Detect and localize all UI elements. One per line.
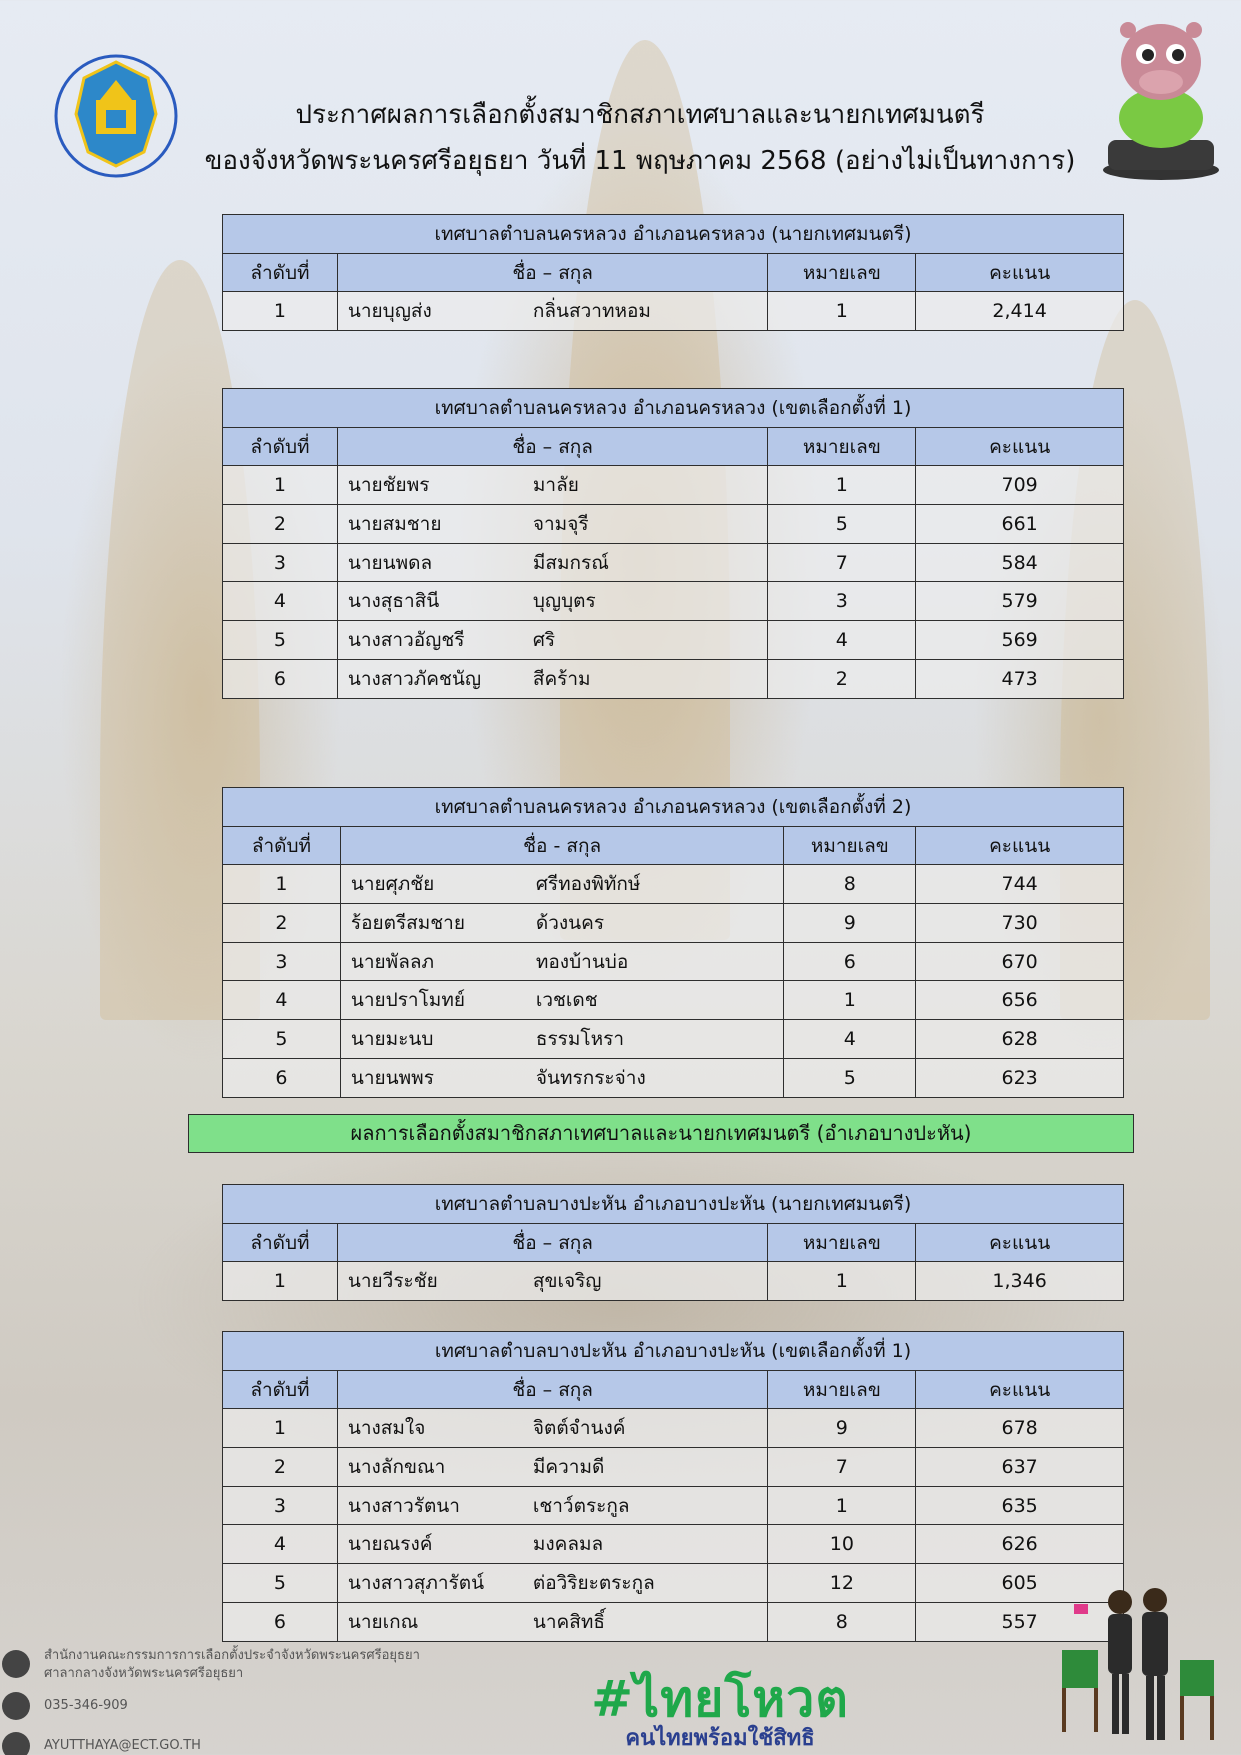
cell-rank: 1 [223, 292, 338, 331]
results-table-nakhonluang-district1 [222, 388, 1124, 699]
hippo-mascot-icon [1096, 10, 1226, 182]
table-title: เทศบาลตำบลบางปะหัน อำเภอบางปะหัน (เขตเลือกตั้งที่ 1) [223, 1332, 1124, 1371]
cell-name [340, 981, 783, 1020]
first-name: นายวีระชัย [347, 1270, 438, 1293]
cell-number: 7 [768, 1448, 916, 1487]
cell-rank: 5 [223, 621, 338, 660]
table-row [223, 659, 1124, 698]
header-title-line2: ของจังหวัดพระนครศรีอยุธยา วันที่ 11 พฤษภาคม 2568 (อย่างไม่เป็นทางการ) [204, 146, 1076, 176]
column-header-rank: ลำดับที่ [223, 1370, 338, 1409]
table-row [223, 505, 1124, 544]
cell-rank: 4 [223, 1525, 338, 1564]
cell-votes: 605 [916, 1564, 1124, 1603]
table-row [223, 466, 1124, 505]
cell-number: 1 [768, 292, 916, 331]
cell-number: 9 [784, 904, 916, 943]
column-header-votes: คะแนน [916, 427, 1124, 466]
first-name: นายพัลลภ [350, 950, 434, 973]
first-name: นายศุภชัย [350, 873, 435, 896]
first-name: นางสมใจ [347, 1417, 426, 1440]
first-name: นางสาวรัตนา [347, 1494, 460, 1517]
table-row [223, 1058, 1124, 1097]
last-name: เชาว์ตระกูล [532, 1494, 630, 1517]
cell-name [340, 1020, 783, 1059]
cell-votes: 623 [916, 1058, 1124, 1097]
last-name: มาลัย [532, 474, 579, 497]
first-name: นายบุญส่ง [347, 300, 432, 323]
first-name: นางสุธาสินี [347, 590, 440, 613]
first-name: ร้อยตรีสมชาย [350, 911, 465, 934]
first-name: นางสาวสุภารัตน์ [347, 1571, 485, 1594]
table-row [223, 582, 1124, 621]
column-header-votes: คะแนน [916, 253, 1124, 292]
column-header-rank: ลำดับที่ [223, 427, 338, 466]
column-header-name: ชื่อ – สกุล [337, 1370, 768, 1409]
cell-name [337, 582, 768, 621]
table-row [223, 1262, 1124, 1301]
results-table-nakhonluang-district2 [222, 787, 1124, 1098]
table-row [223, 543, 1124, 582]
cell-rank: 3 [223, 543, 338, 582]
last-name: มีสมกรณ์ [532, 551, 609, 574]
home-icon [2, 1650, 30, 1678]
cell-rank: 6 [223, 1602, 338, 1641]
cell-votes: 626 [916, 1525, 1124, 1564]
cell-number: 4 [784, 1020, 916, 1059]
last-name: นาคสิทธิ์ [532, 1610, 605, 1633]
cell-votes: 656 [916, 981, 1124, 1020]
column-header-number: หมายเลข [768, 427, 916, 466]
cell-rank: 5 [223, 1564, 338, 1603]
first-name: นายเกณ [347, 1610, 419, 1633]
first-name: นายนพพร [350, 1066, 434, 1089]
first-name: นางลักขณา [347, 1455, 446, 1478]
column-header-number: หมายเลข [768, 1223, 916, 1262]
cell-number: 1 [768, 1262, 916, 1301]
first-name: นายปราโมทย์ [350, 989, 465, 1012]
cell-name [337, 543, 768, 582]
table-row [223, 621, 1124, 660]
column-header-number: หมายเลข [784, 826, 916, 865]
page-header [180, 92, 1100, 184]
cell-votes: 709 [916, 466, 1124, 505]
first-name: นายนพดล [347, 551, 433, 574]
cell-rank: 2 [223, 904, 341, 943]
column-header-name: ชื่อ – สกุล [337, 253, 768, 292]
table-row [223, 1409, 1124, 1448]
cell-rank: 6 [223, 1058, 341, 1097]
table-row [223, 981, 1124, 1020]
cell-rank: 5 [223, 1020, 341, 1059]
cell-name [340, 942, 783, 981]
cell-name [337, 1448, 768, 1487]
results-table-bangpahan-district1 [222, 1331, 1124, 1642]
cell-number: 10 [768, 1525, 916, 1564]
column-header-votes: คะแนน [916, 1223, 1124, 1262]
last-name: ศรีทองพิทักษ์ [535, 873, 641, 896]
cell-votes: 584 [916, 543, 1124, 582]
cell-rank: 2 [223, 1448, 338, 1487]
cell-rank: 6 [223, 659, 338, 698]
cell-votes: 628 [916, 1020, 1124, 1059]
cell-votes: 569 [916, 621, 1124, 660]
cell-name [340, 1058, 783, 1097]
cell-rank: 3 [223, 942, 341, 981]
first-name: นายสมชาย [347, 512, 442, 535]
cell-number: 6 [784, 942, 916, 981]
cell-number: 1 [768, 1486, 916, 1525]
cell-votes: 678 [916, 1409, 1124, 1448]
column-header-rank: ลำดับที่ [223, 826, 341, 865]
last-name: เวชเดช [535, 989, 598, 1012]
cell-number: 1 [784, 981, 916, 1020]
cell-votes: 2,414 [916, 292, 1124, 331]
cell-name [340, 865, 783, 904]
cell-number: 12 [768, 1564, 916, 1603]
last-name: ธรรมโหรา [535, 1027, 625, 1050]
cell-name [337, 466, 768, 505]
column-header-rank: ลำดับที่ [223, 253, 338, 292]
thaivote-campaign-logo [540, 1672, 900, 1752]
column-header-name: ชื่อ – สกุล [337, 1223, 768, 1262]
cell-number: 4 [768, 621, 916, 660]
cell-number: 8 [768, 1602, 916, 1641]
cell-rank: 2 [223, 505, 338, 544]
last-name: ศริ [532, 628, 556, 651]
last-name: มงคลมล [532, 1533, 604, 1556]
cell-rank: 1 [223, 1262, 338, 1301]
bangpahan-section-banner: ผลการเลือกตั้งสมาชิกสภาเทศบาลและนายกเทศมนตรี (อำเภอบางปะหัน) [188, 1114, 1134, 1153]
last-name: บุญบุตร [532, 590, 596, 613]
cell-name [337, 1486, 768, 1525]
cell-name [337, 292, 768, 331]
table-row [223, 1564, 1124, 1603]
cell-name [337, 1409, 768, 1448]
table-row [223, 1486, 1124, 1525]
first-name: นางสาวภัคชนัญ [347, 667, 482, 690]
table-title: เทศบาลตำบลนครหลวง อำเภอนครหลวง (เขตเลือกตั้งที่ 1) [223, 389, 1124, 428]
last-name: จามจุรี [532, 512, 589, 535]
column-header-votes: คะแนน [916, 826, 1124, 865]
results-table-bangpahan-mayor [222, 1184, 1124, 1301]
cell-name [340, 904, 783, 943]
cell-number: 2 [768, 659, 916, 698]
cell-name [337, 505, 768, 544]
column-header-number: หมายเลข [768, 1370, 916, 1409]
cell-votes: 635 [916, 1486, 1124, 1525]
table-title: เทศบาลตำบลบางปะหัน อำเภอบางปะหัน (นายกเทศมนตรี) [223, 1185, 1124, 1224]
cell-rank: 4 [223, 582, 338, 621]
campaign-slogan: คนไทยพร้อมใช้สิทธิ [625, 1726, 815, 1751]
footer-phone: 035-346-909 [44, 1698, 128, 1713]
cell-rank: 1 [223, 1409, 338, 1448]
column-header-number: หมายเลข [768, 253, 916, 292]
first-name: นางสาวอัญชรี [347, 628, 465, 651]
mail-icon [2, 1732, 30, 1755]
table-row [223, 292, 1124, 331]
cell-rank: 3 [223, 1486, 338, 1525]
campaign-hashtag: #ไทยโหวต [591, 1670, 849, 1728]
results-table-nakhonluang-mayor [222, 214, 1124, 331]
cell-number: 1 [768, 466, 916, 505]
cell-name [337, 1602, 768, 1641]
ect-ayutthaya-logo [52, 52, 180, 180]
cell-number: 8 [784, 865, 916, 904]
footer-email: AYUTTHAYA@ECT.GO.TH [44, 1738, 201, 1753]
cell-votes: 579 [916, 582, 1124, 621]
cell-name [337, 1564, 768, 1603]
cell-votes: 730 [916, 904, 1124, 943]
table-row [223, 1602, 1124, 1641]
column-header-name: ชื่อ – สกุล [337, 427, 768, 466]
table-row [223, 865, 1124, 904]
last-name: ด้วงนคร [535, 911, 605, 934]
cell-number: 7 [768, 543, 916, 582]
cell-votes: 637 [916, 1448, 1124, 1487]
table-title: เทศบาลตำบลนครหลวง อำเภอนครหลวง (นายกเทศมนตรี) [223, 215, 1124, 254]
column-header-rank: ลำดับที่ [223, 1223, 338, 1262]
first-name: นายมะนบ [350, 1027, 434, 1050]
cell-votes: 557 [916, 1602, 1124, 1641]
table-row [223, 1525, 1124, 1564]
cell-name [337, 1262, 768, 1301]
table-row [223, 1020, 1124, 1059]
cell-name [337, 1525, 768, 1564]
cell-number: 3 [768, 582, 916, 621]
table-row [223, 904, 1124, 943]
table-row [223, 1448, 1124, 1487]
cell-rank: 4 [223, 981, 341, 1020]
last-name: จิตต์จำนงค์ [532, 1417, 626, 1440]
last-name: สุขเจริญ [532, 1270, 602, 1293]
cell-votes: 473 [916, 659, 1124, 698]
footer-office-line2: ศาลากลางจังหวัดพระนครศรีอยุธยา [44, 1666, 244, 1681]
table-title: เทศบาลตำบลนครหลวง อำเภอนครหลวง (เขตเลือกตั้งที่ 2) [223, 788, 1124, 827]
cell-rank: 1 [223, 865, 341, 904]
cell-number: 5 [768, 505, 916, 544]
cell-number: 5 [784, 1058, 916, 1097]
first-name: นายชัยพร [347, 474, 430, 497]
first-name: นายณรงค์ [347, 1533, 433, 1556]
cell-votes: 1,346 [916, 1262, 1124, 1301]
last-name: กลิ่นสวาทหอม [532, 300, 651, 323]
cell-votes: 744 [916, 865, 1124, 904]
cell-name [337, 659, 768, 698]
last-name: จันทรกระจ่าง [535, 1066, 646, 1089]
table-row [223, 942, 1124, 981]
cell-votes: 661 [916, 505, 1124, 544]
footer-office-line1: สำนักงานคณะกรรมการการเลือกตั้งประจำจังหวัดพระนครศรีอยุธยา [44, 1648, 420, 1663]
last-name: ทองบ้านบ่อ [535, 950, 629, 973]
last-name: ต่อวิริยะตระกูล [532, 1571, 655, 1594]
column-header-name: ชื่อ - สกุล [340, 826, 783, 865]
voters-illustration-icon [1050, 1582, 1235, 1752]
last-name: สีคร้าม [532, 667, 591, 690]
cell-votes: 670 [916, 942, 1124, 981]
header-title-line1: ประกาศผลการเลือกตั้งสมาชิกสภาเทศบาลและนายกเทศมนตรี [295, 100, 985, 130]
cell-rank: 1 [223, 466, 338, 505]
cell-number: 9 [768, 1409, 916, 1448]
phone-icon [2, 1692, 30, 1720]
column-header-votes: คะแนน [916, 1370, 1124, 1409]
cell-name [337, 621, 768, 660]
last-name: มีความดี [532, 1455, 605, 1478]
